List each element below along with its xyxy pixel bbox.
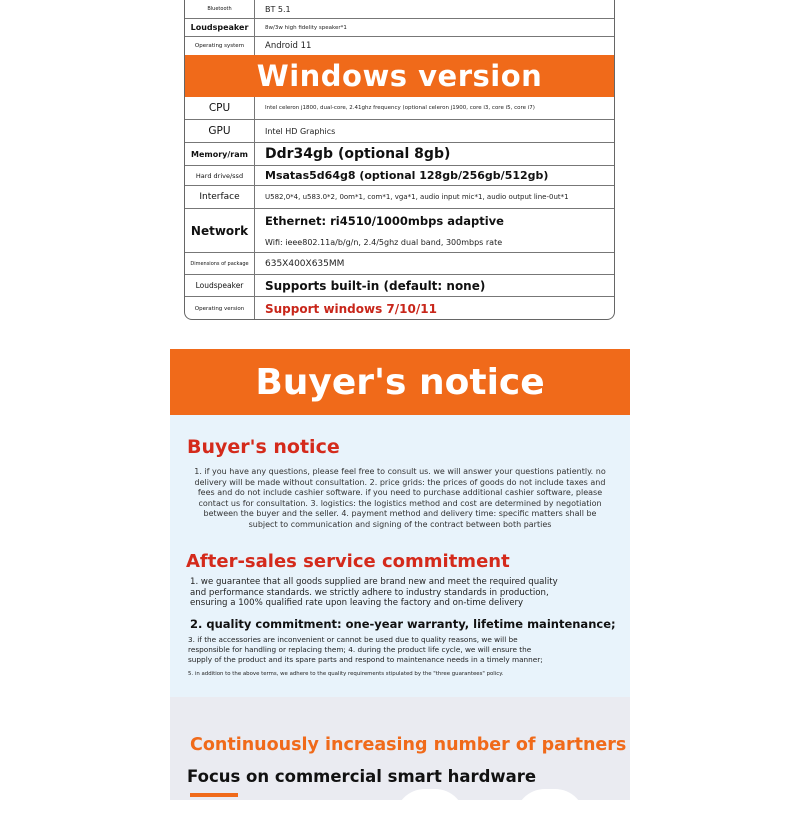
text-line: between the buyer and the seller. 4. payment method and delivery time: specific matters shall be	[203, 509, 597, 518]
aftersales-point-3	[188, 635, 543, 665]
aftersales-point-1	[190, 577, 558, 609]
spec-label: Hard drive/ssd	[185, 166, 255, 185]
buyers-notice-banner	[170, 349, 630, 415]
spec-value: Intel celeron j1800, dual-core, 2.41ghz frequency (optional celeron j1900, core i3, core i5, core i7)	[265, 105, 535, 111]
spec-row-bluetooth	[185, 0, 614, 19]
aftersales-point-5: 5. in addition to the above terms, we adhere to the quality requirements stipulated by the "three guarantees" policy.	[188, 671, 504, 677]
text-line: responsible for handling or replacing them; 4. during the product life cycle, we will ensure the	[188, 645, 532, 654]
partners-panel	[170, 697, 630, 800]
spec-label: Dimensions of package	[185, 253, 255, 274]
spec-value	[265, 209, 610, 252]
partner-logo-shape	[515, 789, 585, 819]
spec-row-speaker	[185, 275, 614, 297]
spec-label: Loudspeaker	[185, 275, 255, 296]
spec-row-loudspeaker	[185, 19, 614, 37]
spec-row-memory	[185, 143, 614, 166]
text-line: 1. if you have any questions, please feel free to consult us. we will answer your questions patiently. no	[194, 467, 606, 476]
spec-row-network	[185, 209, 614, 253]
spec-row-cpu	[185, 97, 614, 120]
text-line: delivery will be made without consultation. 2. price grids: the prices of goods do not include taxes and	[194, 477, 606, 487]
ethernet-spec: Ethernet: ri4510/1000mbps adaptive	[265, 214, 504, 228]
spec-row-gpu	[185, 120, 614, 143]
partner-logo-shape	[395, 789, 465, 819]
spec-label: Loudspeaker	[185, 19, 255, 36]
spec-value: Supports built-in (default: none)	[265, 278, 486, 293]
wifi-spec: Wifi: ieee802.11a/b/g/n, 2.4/5ghz dual band, 300mbps rate	[265, 238, 503, 247]
spec-table	[184, 0, 615, 320]
spec-value: Intel HD Graphics	[265, 126, 336, 136]
spec-value: U582,0*4, u583.0*2, 0om*1, com*1, vga*1, audio input mic*1, audio output line-0ut*1	[265, 193, 569, 201]
text-line: subject to communication and signing of the contract between both parties	[248, 519, 552, 529]
text-line: ensuring a 100% qualified rate upon leaving the factory and on-time delivery	[190, 598, 524, 608]
spec-value: Support windows 7/10/11	[265, 301, 437, 316]
spec-value: Msatas5d64g8 (optional 128gb/256gb/512gb)	[265, 169, 549, 182]
spec-row-os	[185, 297, 614, 320]
spec-row-package	[185, 253, 614, 275]
spec-value: 635X400X635MM	[265, 258, 345, 269]
buyers-notice-heading: Buyer's notice	[187, 436, 340, 458]
accent-underline	[190, 793, 238, 797]
spec-row-storage	[185, 166, 614, 186]
spec-value: Ddr34gb (optional 8gb)	[265, 146, 451, 162]
windows-version-title: Windows version	[256, 59, 543, 93]
buyers-notice-text	[174, 467, 626, 530]
spec-label: Network	[185, 209, 255, 252]
notice-panel	[170, 415, 630, 697]
text-line: fees and do not include cashier software. if you need to purchase additional cashier software, please	[197, 488, 603, 497]
spec-label: Operating version	[185, 297, 255, 320]
text-line: 1. we guarantee that all goods supplied are brand new and meet the required quality	[190, 577, 558, 587]
aftersales-point-2: 2. quality commitment: one-year warranty, lifetime maintenance;	[190, 617, 616, 631]
spec-value: BT 5.1	[265, 4, 291, 14]
windows-version-banner	[185, 55, 614, 97]
partners-subtitle: Focus on commercial smart hardware	[187, 767, 537, 786]
text-line: supply of the product and its spare parts and respond to maintenance needs in a timely manner;	[188, 655, 543, 664]
spec-label: CPU	[185, 97, 255, 119]
text-line: 3. if the accessories are inconvenient or cannot be used due to quality reasons, we will be	[188, 635, 518, 644]
buyers-notice-banner-title: Buyer's notice	[255, 361, 545, 403]
spec-label: Operating system	[185, 37, 255, 55]
spec-value: Android 11	[265, 41, 312, 51]
spec-row-interface	[185, 186, 614, 209]
text-line: and performance standards. we strictly adhere to industry standards in production,	[190, 587, 549, 598]
spec-label: GPU	[185, 120, 255, 142]
text-line: contact us for consultation. 3. logistics: the logistics method and cost are determined by negotiation	[198, 498, 602, 508]
spec-label: Bluetooth	[185, 0, 255, 18]
spec-row-operating-system	[185, 37, 614, 55]
spec-label: Interface	[185, 186, 255, 208]
aftersales-heading: After-sales service commitment	[186, 551, 510, 572]
partners-title: Continuously increasing number of partners	[190, 735, 627, 755]
spec-label: Memory/ram	[185, 143, 255, 165]
spec-value: 8w/3w high fidelity speaker*1	[265, 24, 347, 31]
